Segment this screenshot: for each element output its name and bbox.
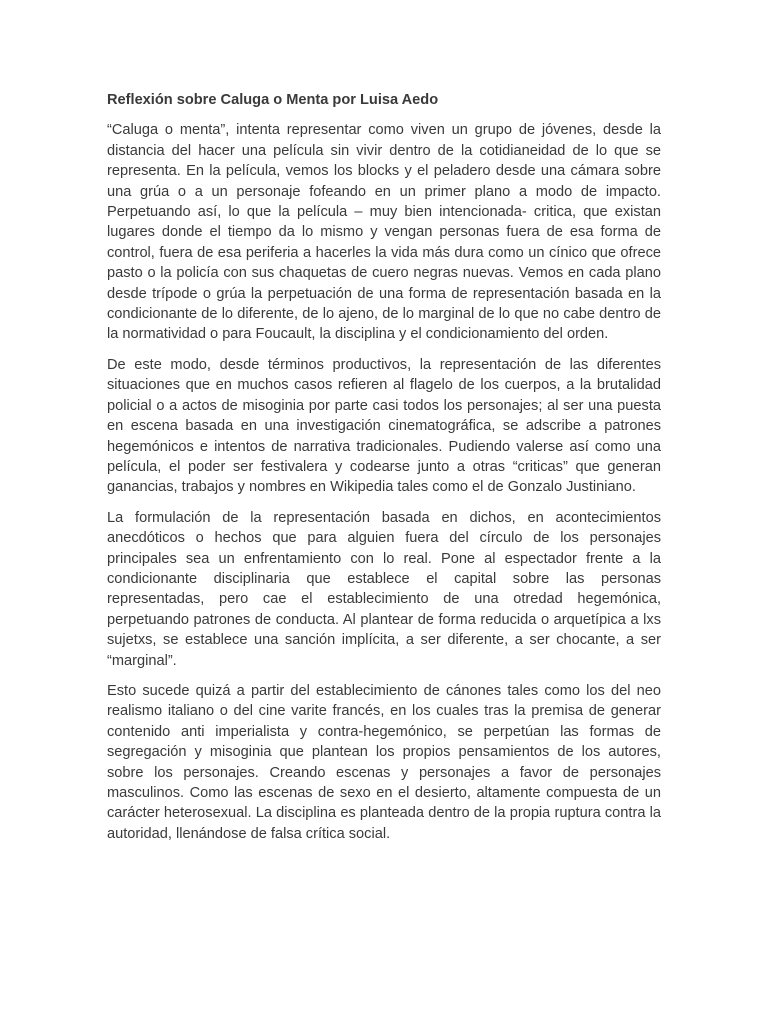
document-title: Reflexión sobre Caluga o Menta por Luisa Aedo [107,92,439,108]
paragraph-3: La formulación de la representación basada en dichos, en acontecimientos anecdóticos o hechos que para alguien fuera del círculo de los personajes principales sea un enfrentamiento con lo real. Pone al espectador frente a la condicionante disciplinaria que establece el capital sobre las personas representadas, pero cae el establecimiento de una otredad hegemónica, perpetuando patrones de conducta. Al plantear de forma reducida o arquetípica a lxs sujetxs, se establece una sanción implícita, a ser diferente, a ser chocante, a ser “marginal”. [107,509,661,669]
paragraph-4: Esto sucede quizá a partir del establecimiento de cánones tales como los del neo realismo italiano o del cine varite francés, en los cuales tras la premisa de generar contenido anti imperialista y contra-hegemónico, se perpetúan las formas de segregación y misoginia que plantean los propios pensamientos de los autores, sobre los personajes. Creando escenas y personajes a favor de personajes masculinos. Como las escenas de sexo en el desierto, altamente compuesta de un carácter heterosexual. La disciplina es planteada dentro de la propia ruptura contra la autoridad, llenándose de falsa crítica social. [107,682,661,842]
paragraph-1: “Caluga o menta”, intenta representar como viven un grupo de jóvenes, desde la distancia del hacer una película sin vivir dentro de la cotidianeidad de lo que se representa. En la película, vemos los blocks y el peladero desde una cámara sobre una grúa o a un personaje fofeando en un primer plano a modo de impacto. Perpetuando así, lo que la película – muy bien intencionada- critica, que existan lugares donde el tiempo da lo mismo y vengan personas fuera de esa forma de control, fuera de esa periferia a hacerles la vida más dura como un cínico que ofrece pasto o la policía con sus chaquetas de cuero negras nuevas. Vemos en cada plano desde trípode o grúa la perpetuación de una forma de representación basada en la condicionante de lo diferente, de lo ajeno, de lo marginal de lo que no cabe dentro de la normatividad o para Foucault, la disciplina y el condicionamiento del orden. [107,122,661,343]
document-page [107,90,661,854]
paragraph-2: De este modo, desde términos productivos, la representación de las diferentes situaciones que en muchos casos refieren al flagelo de los cuerpos, a la brutalidad policial o a actos de misoginia por parte casi todos los personajes; al ser una puesta en escena basada en una investigación cinematográfica, se adscribe a patrones hegemónicos e intentos de narrativa tradicionales. Pudiendo valerse así como una película, el poder ser festivalera y codearse junto a otras “criticas” que generan ganancias, trabajos y nombres en Wikipedia tales como el de Gonzalo Justiniano. [107,356,661,496]
